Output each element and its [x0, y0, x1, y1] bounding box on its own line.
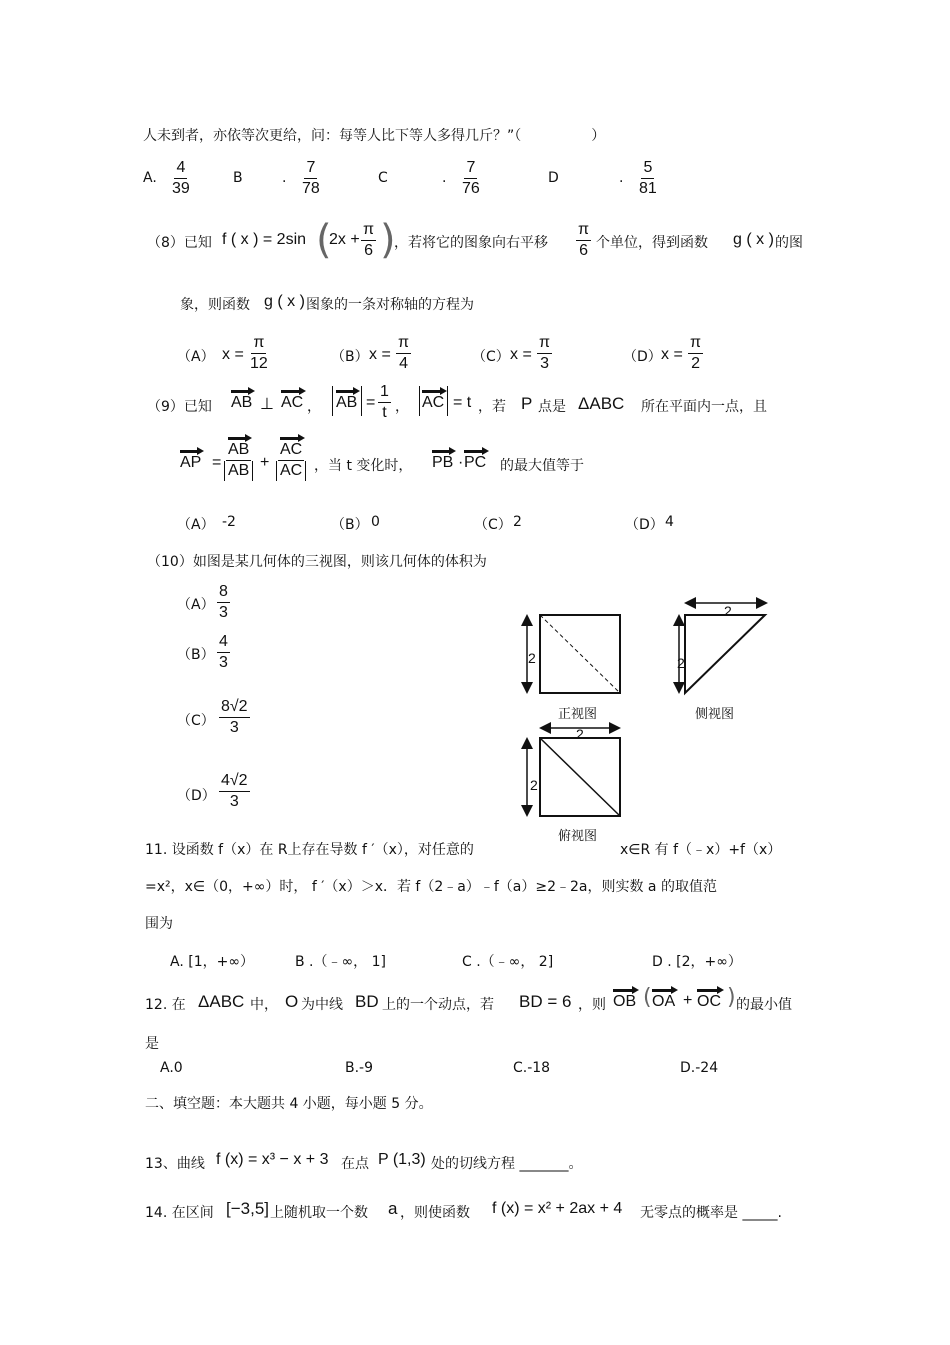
q10-option-b-label: （B） [177, 647, 215, 663]
q8-tail: 的图 [775, 235, 803, 251]
side-view-width-label: 2 [724, 603, 732, 619]
q9-vec-ac: AC [281, 394, 304, 411]
q7-option-a-fraction: $\frac{4}{39}$ [172, 159, 190, 197]
q14-mid2: ，则使函数 [400, 1205, 470, 1221]
q8-option-c-fraction: $\frac{\pi}{3}$ [539, 334, 551, 372]
q11-line1-b: x∈R 有 f（﹣x）+f（x） [620, 842, 782, 858]
q7-option-d-fraction: $\frac{5}{81}$ [639, 159, 657, 197]
q9-option-c-value: 2 [513, 514, 522, 530]
q12-line1-f: 的最小值 [736, 997, 792, 1013]
q9-point-p: P [521, 394, 533, 413]
q8-line2-b: 图象的一条对称轴的方程为 [306, 297, 474, 313]
q9-option-a-label: （A） [177, 517, 215, 533]
q13-prefix: 13、曲线 [145, 1156, 205, 1172]
q8-f-lhs: f ( x ) = 2sin [222, 231, 307, 248]
q9-point-is: 点是 [538, 399, 566, 415]
q8-number: （8）已知 [147, 235, 212, 251]
top-view [527, 728, 620, 816]
q7-option-b-letter: B [233, 170, 243, 186]
q8-option-a-lhs: x = [222, 346, 244, 363]
q9-equals: = [366, 394, 376, 411]
q10-option-b-fraction: $\frac{4}{3}$ [219, 633, 228, 671]
q8-shift-fraction: $\frac{\pi}{6}$ [578, 221, 590, 259]
q9-triangle: ΔABC [578, 394, 625, 413]
top-view-width-label: 2 [576, 726, 584, 742]
q7-option-b-dot: . [282, 170, 287, 186]
q12-plus: + [683, 992, 693, 1009]
q9-perp: ⊥ [260, 396, 274, 413]
q14-tail: 无零点的概率是 _____. [640, 1205, 782, 1221]
q11-line3: 围为 [145, 916, 173, 932]
q12-point-o: O [285, 992, 299, 1011]
q10-option-d-fraction: $\frac{4√2}{3}$ [221, 772, 248, 810]
q11-line1-a: 11. 设函数 f（x）在 R上存在导数 f ′（x），对任意的 [145, 842, 474, 858]
q8-arg-fraction: $\frac{\pi}{6}$ [363, 221, 375, 259]
q12-bd-eq: BD = 6 [519, 992, 572, 1011]
section-2-heading: 二、填空题：本大题共 4 小题，每小题 5 分。 [145, 1096, 433, 1112]
q9-abs-bar [361, 386, 362, 416]
q9-vec-pb: PB [432, 454, 454, 471]
q7-option-a-letter: A. [143, 170, 157, 186]
q8-option-b-label: （B） [331, 349, 369, 365]
q11-option-b: B .（﹣∞， 1] [295, 954, 386, 970]
q11-option-d: D . [2，+∞） [652, 954, 742, 970]
q8-right-paren: ) [380, 217, 396, 263]
q9-vec-ab: AB [231, 394, 253, 411]
q8-unit-text: 个单位，得到函数 [596, 235, 708, 251]
q9-vec-pc: PC [464, 454, 487, 471]
q10-option-a-label: （A） [177, 597, 215, 613]
q11-option-a: A. [1，+∞） [170, 954, 254, 970]
q9-max-text: 的最大值等于 [500, 458, 584, 474]
front-view-height-label: 2 [528, 650, 536, 666]
q7-option-b-fraction: $\frac{7}{78}$ [302, 159, 320, 197]
q10-option-a-fraction: $\frac{8}{3}$ [219, 583, 228, 621]
q13-mid: 在点 [341, 1156, 369, 1172]
q9-comma-2: ， [395, 399, 409, 415]
q12-right-paren: ) [727, 985, 736, 1010]
q9-option-d-label: （D） [625, 517, 664, 533]
q9-eq-t: = t [453, 394, 472, 411]
q9-comma-1: ， [307, 399, 321, 415]
q12-line1-e: ，则 [578, 997, 606, 1013]
q8-option-a-fraction: $\frac{\pi}{12}$ [250, 334, 268, 372]
q12-line1-a: 12. 在 [145, 997, 186, 1013]
q8-option-b-fraction: $\frac{\pi}{4}$ [398, 334, 410, 372]
q8-option-c-label: （C） [472, 349, 510, 365]
top-view-label: 俯视图 [558, 829, 598, 844]
top-view-height-label: 2 [530, 777, 538, 793]
q8-g: g ( x ) [733, 231, 774, 248]
q8-line2-a: 象，则函数 [180, 297, 250, 313]
q12-option-a: A.0 [160, 1060, 183, 1076]
q8-option-a-label: （A） [177, 349, 215, 365]
q14-interval: [−3,5] [226, 1199, 270, 1218]
q12-line1-b: 中， [250, 997, 278, 1013]
q12-bd: BD [355, 992, 379, 1011]
front-view-label: 正视图 [558, 707, 598, 722]
q13-point: P (1,3) [378, 1151, 426, 1168]
q12-line1-d: 上的一个动点，若 [382, 997, 494, 1013]
q7-stem-tail: 人未到者，亦依等次更给，问：每等人比下等人多得几斤？”（ ） [143, 128, 606, 144]
q14-a: a [388, 1199, 398, 1218]
q9-abs-bar [447, 386, 448, 416]
q12-left-paren: ( [643, 985, 652, 1010]
q9-vec-ab-2: AB [336, 394, 358, 411]
q9-dot: · [458, 454, 464, 471]
q9-option-c-label: （C） [474, 517, 512, 533]
q9-option-b-label: （B） [331, 517, 369, 533]
q8-option-d-fraction: $\frac{\pi}{2}$ [690, 334, 702, 372]
q9-option-d-value: 4 [665, 514, 674, 530]
q12-line1-c: 为中线 [301, 997, 343, 1013]
q9-equals-2: = [212, 454, 222, 471]
q12-line2: 是 [145, 1036, 159, 1052]
q12-option-b: B.-9 [345, 1060, 374, 1076]
q10-option-c-fraction: $\frac{8√2}{3}$ [221, 698, 248, 736]
q14-function: f (x) = x² + 2ax + 4 [492, 1200, 623, 1217]
q11-line2: =x²，x∈（0，+∞）时， f ′（x）＞x．若 f（2﹣a）﹣f（a）≥2﹣2a，则实数 a 的取值范 [145, 879, 717, 895]
q9-when-text: ，当 t 变化时， [314, 458, 413, 474]
q8-mid-text: ，若将它的图象向右平移 [394, 235, 548, 251]
q8-option-b-lhs: x = [369, 346, 391, 363]
q9-number: （9）已知 [147, 399, 212, 415]
q12-option-c: C.-18 [513, 1060, 551, 1076]
side-view [679, 603, 765, 693]
q8-option-c-lhs: x = [510, 346, 532, 363]
q8-left-paren: ( [316, 217, 332, 263]
q13-tail: 处的切线方程 _______。 [431, 1156, 583, 1172]
q12-option-d: D.-24 [680, 1060, 719, 1076]
q9-option-b-value: 0 [371, 514, 380, 530]
q10-stem: （10）如图是某几何体的三视图，则该几何体的体积为 [147, 554, 487, 570]
q11-option-c: C .（﹣∞， 2] [462, 954, 554, 970]
q8-arg: 2x + [329, 231, 360, 248]
q9-if-text: ，若 [478, 399, 506, 415]
q7-option-c-fraction: $\frac{7}{76}$ [462, 159, 480, 197]
q8-line2-g: g ( x ) [264, 293, 305, 310]
q9-abs-bar [419, 386, 420, 416]
q7-option-c-dot: . [442, 170, 447, 186]
side-view-height-label: 2 [677, 655, 685, 671]
q12-vec-oc: OC [697, 993, 721, 1010]
q10-option-d-label: （D） [177, 788, 216, 804]
q7-option-c-letter: C [378, 170, 388, 186]
q12-triangle: ΔABC [198, 992, 245, 1011]
q13-function: f (x) = x³ − x + 3 [216, 1151, 329, 1168]
q9-abs-bar [332, 386, 333, 416]
three-view-figure [515, 595, 775, 835]
q9-unit-ab: $\frac{AB}{AB}$ [224, 440, 253, 481]
q9-vec-ac-2: AC [422, 394, 445, 411]
q12-vec-oa: OA [652, 993, 676, 1010]
q9-vec-ap: AP [180, 454, 202, 471]
q9-plane-text: 所在平面内一点，且 [641, 399, 767, 415]
q10-option-c-label: （C） [177, 713, 215, 729]
q7-option-d-letter: D [548, 170, 559, 186]
q14-mid: 上随机取一个数 [270, 1205, 368, 1221]
q14-prefix: 14. 在区间 [145, 1205, 214, 1221]
front-view [527, 615, 620, 693]
q9-plus: + [260, 454, 270, 471]
q8-option-d-lhs: x = [661, 346, 683, 363]
q9-unit-ac: $\frac{AC}{AC}$ [276, 440, 306, 481]
q9-option-a-value: -2 [222, 514, 236, 530]
side-view-label: 侧视图 [695, 707, 735, 722]
q7-option-d-dot: . [619, 170, 624, 186]
q8-option-d-label: （D） [623, 349, 662, 365]
q12-vec-ob: OB [613, 993, 637, 1010]
q9-one-over-t: $\frac{1}{t}$ [380, 383, 389, 421]
